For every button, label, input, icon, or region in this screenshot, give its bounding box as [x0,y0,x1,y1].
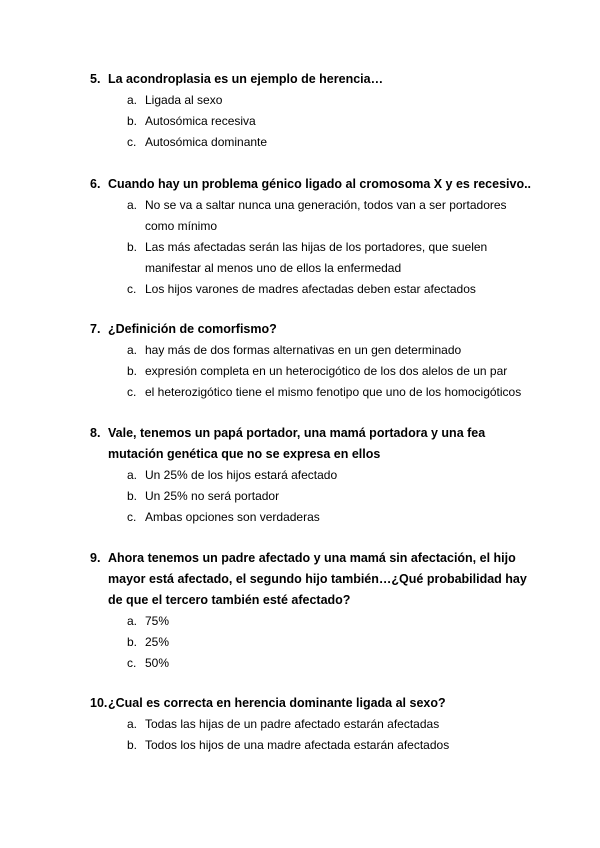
question-number: 7. [90,322,101,336]
option-b [0,735,600,756]
option-a [0,195,600,216]
option-text: hay más de dos formas alternativas en un gen determinado [145,343,462,357]
option-letter: b. [127,364,138,378]
option-c [0,507,600,528]
option-letter: a. [127,198,138,212]
option-letter: c. [127,510,137,524]
question-5 [0,69,600,153]
question-line [0,548,600,569]
question-text: de que el tercero también esté afectado? [108,593,351,607]
option-b [0,361,600,382]
option-a [0,611,600,632]
option-text: 75% [145,614,170,628]
option-a [0,340,600,361]
option-text: Un 25% de los hijos estará afectado [145,468,338,482]
question-9 [0,548,600,674]
option-b [0,111,600,132]
option-letter: c. [127,282,137,296]
question-line [0,423,600,444]
question-10 [0,693,600,756]
option-text: Los hijos varones de madres afectadas deben estar afectados [145,282,476,296]
option-text: Todas las hijas de un padre afectado estarán afectadas [145,717,440,731]
option-b [0,237,600,258]
question-text: Vale, tenemos un papá portador, una mamá portadora y una fea [108,426,486,440]
question-text: La acondroplasia es un ejemplo de herencia… [108,72,384,86]
option-text: Ligada al sexo [145,93,223,107]
question-number: 6. [90,177,101,191]
question-line [0,69,600,90]
option-text: Un 25% no será portador [145,489,280,503]
question-line [0,693,600,714]
question-text: mutación genética que no se expresa en ellos [108,447,381,461]
option-letter: c. [127,135,137,149]
option-c [0,279,600,300]
option-c [0,382,600,403]
question-6 [0,174,600,300]
option-letter: b. [127,489,138,503]
question-line [0,444,600,465]
question-number: 5. [90,72,101,86]
option-letter: b. [127,738,138,752]
option-text: Autosómica recesiva [145,114,256,128]
option-text: el heterozigótico tiene el mismo fenotipo que uno de los homocigóticos [145,385,522,399]
option-letter: a. [127,717,138,731]
question-number: 9. [90,551,101,565]
question-text: ¿Cual es correcta en herencia dominante ligada al sexo? [108,696,446,710]
question-text: Ahora tenemos un padre afectado y una mamá sin afectación, el hijo [108,551,516,565]
question-number: 8. [90,426,101,440]
option-letter: c. [127,656,137,670]
question-number: 10. [90,696,108,710]
option-text: Autosómica dominante [145,135,268,149]
question-line [0,319,600,340]
option-c [0,653,600,674]
option-b [0,632,600,653]
option-text: Todos los hijos de una madre afectada estarán afectados [145,738,450,752]
option-text: 25% [145,635,170,649]
option-continuation [0,258,600,279]
option-a [0,714,600,735]
option-continuation [0,216,600,237]
option-letter: a. [127,614,138,628]
option-letter: c. [127,385,137,399]
option-a [0,465,600,486]
option-text: No se va a saltar nunca una generación, todos van a ser portadores [145,198,507,212]
option-a [0,90,600,111]
option-letter: b. [127,114,138,128]
question-line [0,174,600,195]
option-letter: a. [127,93,138,107]
option-letter: b. [127,240,138,254]
question-text: mayor está afectado, el segundo hijo también…¿Qué probabilidad hay [108,572,527,586]
option-text: 50% [145,656,170,670]
question-8 [0,423,600,528]
question-line [0,569,600,590]
option-text: como mínimo [145,219,218,233]
option-c [0,132,600,153]
question-text: Cuando hay un problema génico ligado al cromosoma X y es recesivo.. [108,177,532,191]
option-text: expresión completa en un heterocigótico de los dos alelos de un par [145,364,508,378]
option-b [0,486,600,507]
question-7 [0,319,600,403]
option-letter: a. [127,468,138,482]
option-text: Las más afectadas serán las hijas de los portadores, que suelen [145,240,488,254]
question-text: ¿Definición de comorfismo? [108,322,277,336]
option-text: Ambas opciones son verdaderas [145,510,320,524]
option-letter: b. [127,635,138,649]
option-letter: a. [127,343,138,357]
question-line [0,590,600,611]
option-text: manifestar al menos uno de ellos la enfermedad [145,261,402,275]
